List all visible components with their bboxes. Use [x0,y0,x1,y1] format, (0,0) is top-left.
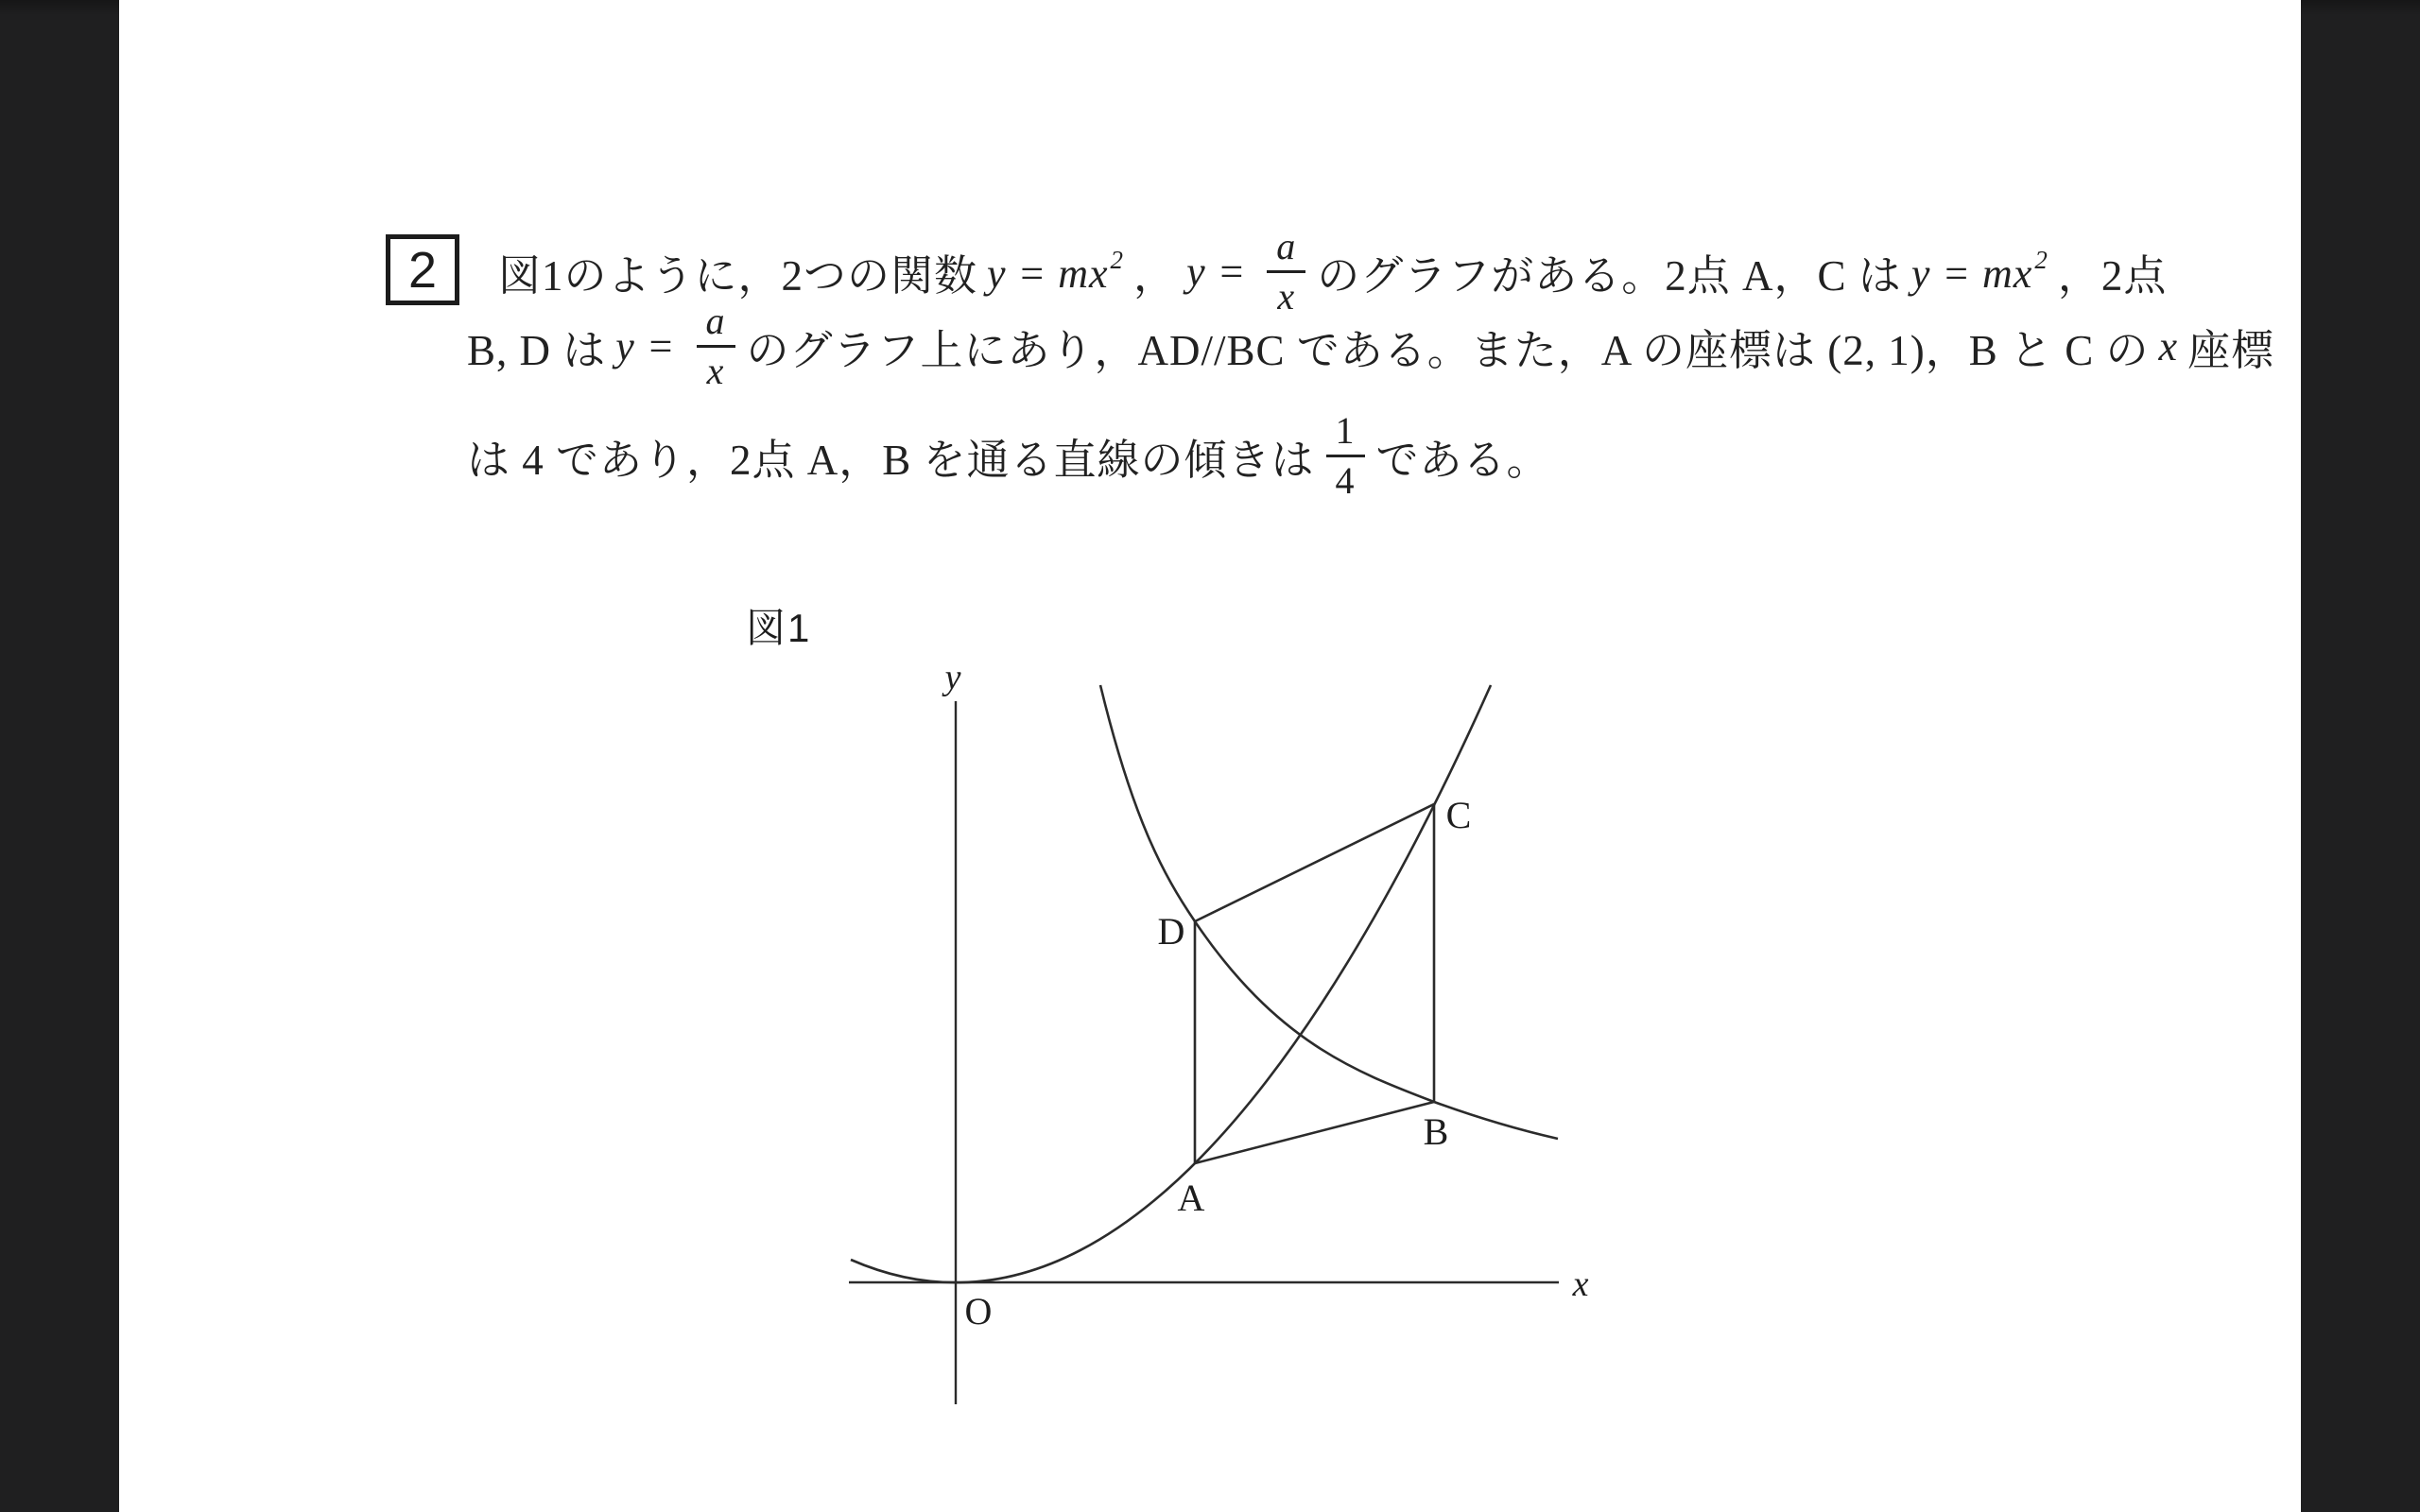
math-run: y = [615,322,676,369]
point-label-b: B [1423,1110,1449,1153]
fraction-denominator: x [706,349,725,392]
text-run: B, D は [467,326,607,374]
fraction-denominator: 4 [1335,458,1356,502]
math-run: y = [1186,248,1247,295]
point-label-d: D [1157,910,1185,953]
math-run: y = mx [987,249,1109,297]
point-label-a: A [1177,1177,1205,1219]
fraction-denominator: x [1277,274,1296,318]
origin-label: O [964,1290,993,1332]
y-axis-label: y [944,658,961,697]
problem-number: 2 [407,241,438,299]
text-run: は 4 であり，2点 A，B を通る直線の傾きは [467,436,1315,484]
quadrilateral-abcd [1195,804,1434,1163]
fraction-numerator: 1 [1326,410,1365,456]
math-superscript: 2 [1110,245,1125,274]
text-run: 座標 [2187,326,2275,374]
text-run: である。 [1375,436,1550,484]
text-run: 図1のように，2つの関数 [498,251,978,300]
text-run: ，2点 [2057,251,2168,300]
parabola-curve [851,685,1491,1282]
point-label-c: C [1445,794,1472,836]
text-run: のグラフ上にあり，AD//BC である。また，A の座標は (2, 1)，B と C の [746,326,2150,374]
x-axis-label: x [1572,1264,1589,1304]
text-run: のグラフがある。2点 A，C は [1317,251,1902,300]
figure-label: 図1 [746,606,812,650]
text-run: ， [1133,251,1178,300]
math-superscript: 2 [2034,245,2048,274]
math-run: y = mx [1910,249,2033,297]
math-run: x [2158,322,2179,369]
fraction-numerator: a [697,301,735,347]
fraction-numerator: a [1267,226,1305,272]
